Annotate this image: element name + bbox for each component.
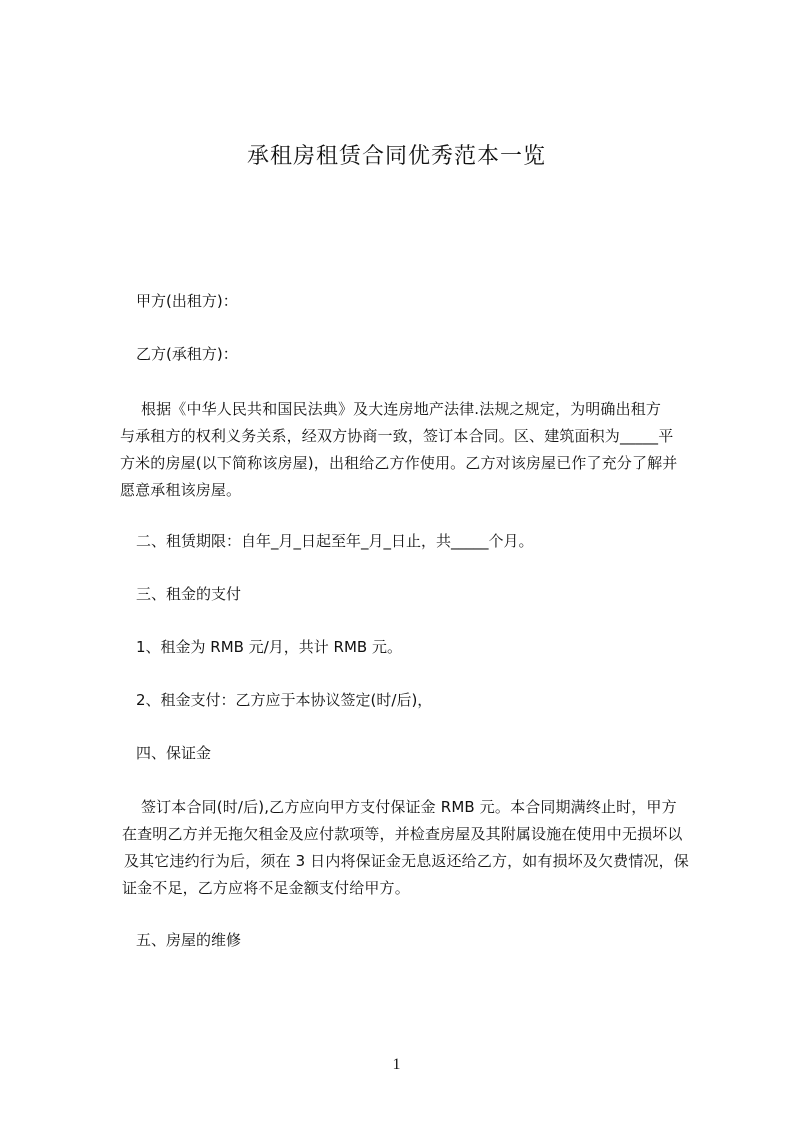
deposit-paragraph [122, 794, 696, 902]
page-number: 1 [392, 1056, 401, 1073]
section-5-heading: 五、房屋的维修 [136, 931, 242, 949]
party-b-line: 乙方(承租方)： [136, 345, 238, 363]
intro-line: 根据《中华人民共和国民法典》及大连房地产法律.法规之规定，为明确出租方 [141, 400, 662, 418]
rent-item-1: 1、租金为 RMB 元/月，共计 RMB 元。 [136, 638, 402, 656]
deposit-line: 签订本合同(时/后),乙方应向甲方支付保证金 RMB 元。本合同期满终止时，甲方 [141, 798, 677, 816]
rent-item-2: 2、租金支付：乙方应于本协议签定(时/后)， [136, 691, 433, 709]
deposit-line: 在查明乙方并无拖欠租金及应付款项等，并检查房屋及其附属设施在使用中无损坏以 [122, 825, 683, 843]
document-title: 承租房租赁合同优秀范本一览 [246, 144, 546, 169]
intro-paragraph [120, 396, 696, 504]
section-2-lease-term: 二、租赁期限：自年_月_日起至年_月_日止，共_____个月。 [136, 532, 534, 550]
section-4-heading: 四、保证金 [136, 744, 212, 762]
deposit-line: 证金不足，乙方应将不足金额支付给甲方。 [122, 879, 410, 897]
intro-line: 愿意承租该房屋。 [120, 481, 242, 499]
intro-line: 方米的房屋(以下简称该房屋)，出租给乙方作使用。乙方对该房屋已作了充分了解并 [120, 454, 678, 472]
intro-line: 与承租方的权利义务关系，经双方协商一致，签订本合同。区、建筑面积为_____平 [120, 427, 674, 445]
deposit-line: 及其它违约行为后，须在 3 日内将保证金无息返还给乙方，如有损坏及欠费情况，保 [124, 852, 689, 870]
party-a-line: 甲方(出租方)： [136, 292, 238, 310]
section-3-heading: 三、租金的支付 [136, 585, 242, 603]
